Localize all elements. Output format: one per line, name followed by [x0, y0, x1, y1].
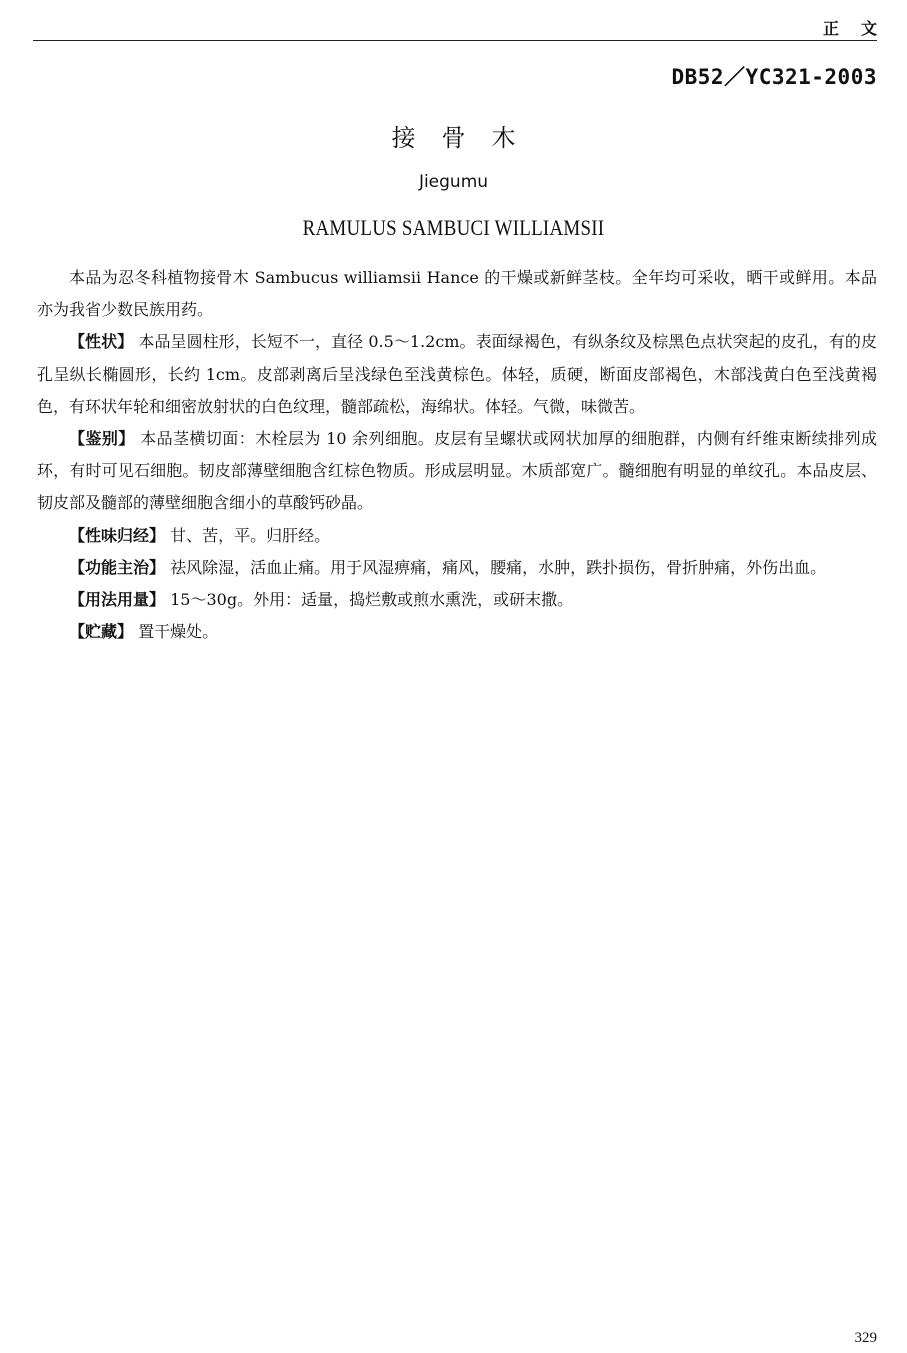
- section-paragraph: [37, 423, 877, 520]
- section-text: 本品茎横切面：木栓层为 10 余列细胞。皮层有呈螺状或网状加厚的细胞群，内侧有纤维束断续排列成环，有时可见石细胞。韧皮部薄壁细胞含红棕色物质。形成层明显。木质部宽广。髓细胞有明显的单纹孔。本品皮层、韧皮部及髓部的薄壁细胞含细小的草酸钙砂晶。: [37, 429, 877, 513]
- section-text: 15～30g。外用：适量，捣烂敷或煎水熏洗，或研末撒。: [170, 590, 574, 610]
- section-label: 【功能主治】: [69, 557, 166, 577]
- section-paragraph: [37, 584, 877, 616]
- section-paragraph: [37, 326, 877, 423]
- section-paragraph: [37, 616, 877, 648]
- section-label: 【性味归经】: [69, 525, 166, 545]
- section-label: 【贮藏】: [69, 622, 134, 642]
- section-text: 置干燥处。: [138, 622, 219, 642]
- title-pinyin: Jiegumu: [418, 172, 489, 192]
- standard-code: DB52／YC321-2003: [671, 65, 877, 89]
- section-text: 本品呈圆柱形，长短不一，直径 0.5～1.2cm。表面绿褐色，有纵条纹及棕黑色点状突起的皮孔，有的皮孔呈纵长椭圆形，长约 1cm。皮部剥离后呈浅绿色至浅黄棕色。体轻，质硬，断面皮部褐色，木部浅黄白色至浅黄褐色，有环状年轮和细密放射状的白色纹理，髓部疏松，海绵状。体轻。气微，味微苦。: [37, 332, 877, 416]
- page-number: 329: [854, 1330, 877, 1346]
- section-header-label: 正文: [822, 19, 899, 38]
- section-label: 【鉴别】: [69, 429, 135, 449]
- header-rule: [33, 40, 877, 41]
- document-body: [37, 262, 877, 648]
- intro-paragraph: 本品为忍冬科植物接骨木 Sambucus williamsii Hance 的干燥或新鲜茎枝。全年均可采收，晒干或鲜用。本品亦为我省少数民族用药。: [37, 268, 877, 320]
- title-latin: RAMULUS SAMBUCI WILLIAMSII: [302, 215, 605, 240]
- section-paragraph: [37, 520, 877, 552]
- section-text: 祛风除湿，活血止痛。用于风湿痹痛，痛风，腰痛，水肿，跌扑损伤，骨折肿痛，外伤出血。: [170, 557, 827, 577]
- section-paragraph: [37, 552, 877, 584]
- section-label: 【性状】: [69, 332, 134, 352]
- title-chinese: 接骨木: [391, 124, 542, 152]
- section-label: 【用法用量】: [69, 590, 166, 610]
- section-text: 甘、苦，平。归肝经。: [170, 525, 331, 545]
